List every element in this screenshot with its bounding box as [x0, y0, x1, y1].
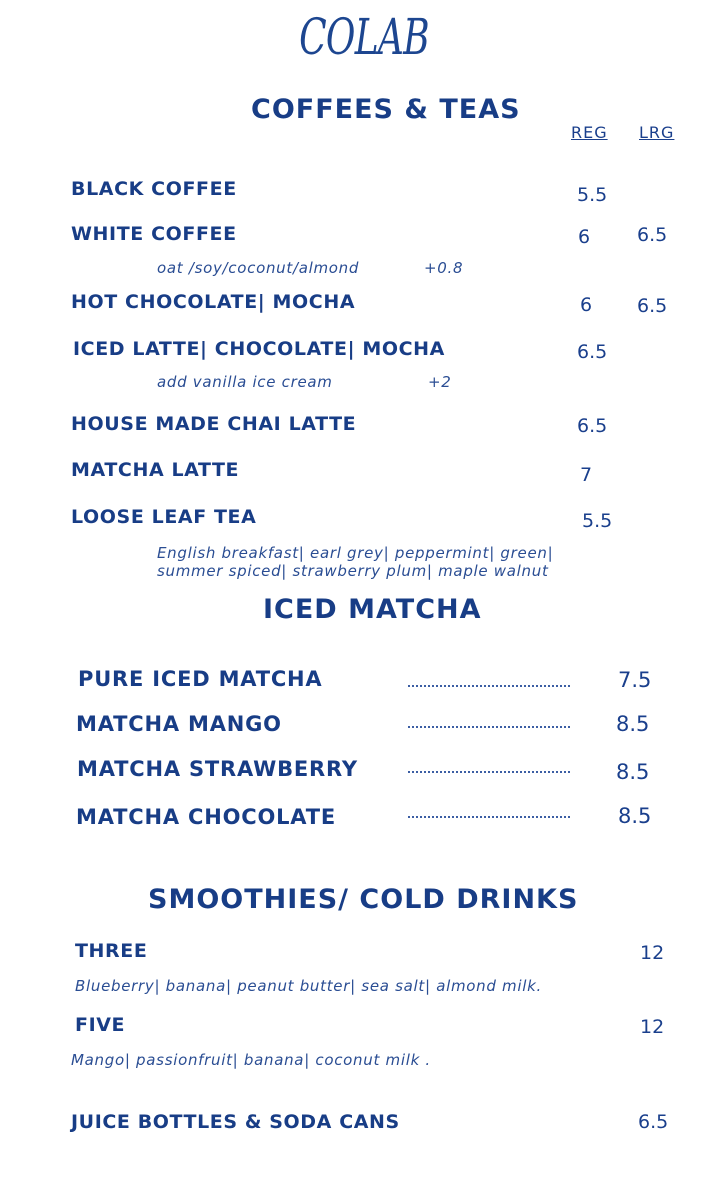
menu-item-name: MATCHA LATTE	[71, 459, 240, 481]
menu-item-price: 8.5	[618, 804, 652, 828]
section-title-smoothies: SMOOTHIES/ COLD DRINKS	[148, 884, 579, 915]
menu-item-name: WHITE COFFEE	[71, 223, 237, 245]
menu-item-name: HOT CHOCOLATE| MOCHA	[71, 291, 356, 313]
menu-item-name: THREE	[75, 940, 148, 962]
section-title-coffees: COFFEES & TEAS	[251, 94, 521, 125]
menu-item-price-reg: 6.5	[577, 341, 608, 363]
menu-item-description: Blueberry| banana| peanut butter| sea salt| almond milk.	[75, 977, 542, 995]
menu-item-price-reg: 5.5	[577, 184, 608, 206]
brand-logo: COLAB	[299, 8, 429, 66]
dotted-leader	[408, 816, 570, 818]
dotted-leader	[408, 685, 570, 687]
tea-varieties-note: summer spiced| strawberry plum| maple walnut	[157, 562, 549, 580]
menu-item-price-reg: 6	[580, 294, 593, 316]
menu-item-name: MATCHA CHOCOLATE	[76, 805, 336, 829]
dotted-leader	[408, 726, 570, 728]
menu-item-description: Mango| passionfruit| banana| coconut milk .	[71, 1051, 431, 1069]
menu-item-name: FIVE	[75, 1014, 126, 1036]
milk-options-note: oat /soy/coconut/almond	[157, 259, 360, 277]
menu-item-price-reg: 5.5	[582, 510, 613, 532]
icecream-addon-note: add vanilla ice cream	[157, 373, 333, 391]
section-title-iced-matcha: ICED MATCHA	[263, 594, 482, 625]
menu-item-price-reg: 6	[578, 226, 591, 248]
column-header-lrg: LRG	[639, 123, 675, 142]
menu-item-name: MATCHA MANGO	[76, 712, 282, 736]
menu-item-name: LOOSE LEAF TEA	[71, 506, 257, 528]
menu-item-name: MATCHA STRAWBERRY	[77, 757, 358, 781]
tea-varieties-note: English breakfast| earl grey| peppermint| green|	[157, 544, 554, 562]
menu-item-price: 6.5	[638, 1111, 669, 1133]
milk-options-price: +0.8	[424, 259, 464, 277]
menu-item-price: 8.5	[616, 712, 650, 736]
menu-item-price-lrg: 6.5	[637, 224, 668, 246]
menu-item-price-reg: 6.5	[577, 415, 608, 437]
menu-item-price: 12	[640, 942, 665, 964]
icecream-addon-price: +2	[428, 373, 452, 391]
menu-item-name: BLACK COFFEE	[71, 178, 237, 200]
menu-item-price: 7.5	[618, 668, 652, 692]
menu-item-price-lrg: 6.5	[637, 295, 668, 317]
menu-item-price: 8.5	[616, 760, 650, 784]
menu-item-price-reg: 7	[580, 464, 593, 486]
column-header-reg: REG	[571, 123, 608, 142]
menu-item-price: 12	[640, 1016, 665, 1038]
menu-item-name: PURE ICED MATCHA	[78, 667, 323, 691]
menu-item-name: HOUSE MADE CHAI LATTE	[71, 413, 357, 435]
menu-item-name: JUICE BOTTLES & SODA CANS	[71, 1111, 400, 1133]
menu-item-name: ICED LATTE| CHOCOLATE| MOCHA	[73, 338, 445, 360]
dotted-leader	[408, 771, 570, 773]
